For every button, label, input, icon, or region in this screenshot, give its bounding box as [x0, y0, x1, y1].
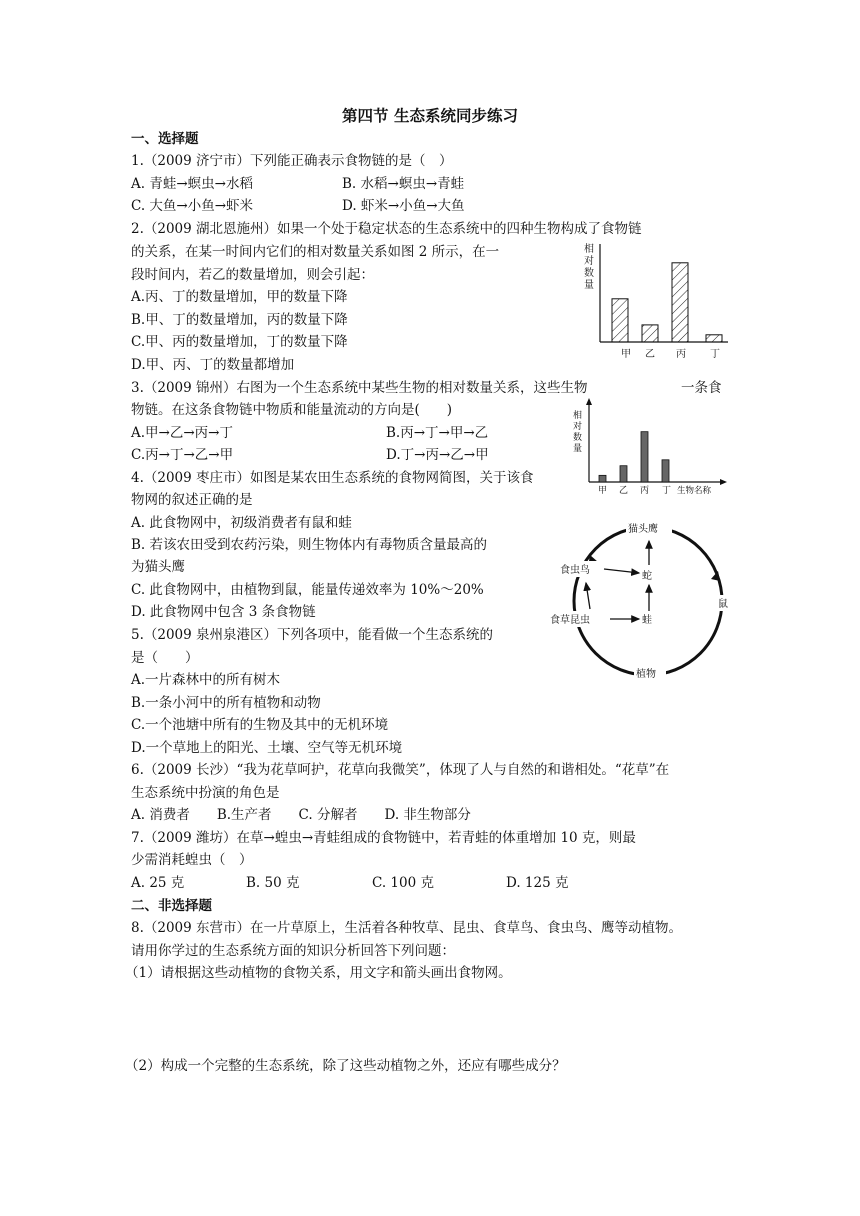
q3-option-b: B.丙→丁→甲→乙	[386, 425, 489, 441]
fig3-category-label: 甲	[598, 486, 608, 496]
fig2-ylabel-char: 数	[584, 268, 594, 279]
question-3-stem-line1-tail: 一条食	[681, 380, 722, 396]
fig3-ylabel-char: 量	[573, 444, 583, 454]
fig2-category-label: 乙	[645, 349, 655, 360]
q3-option-c: C.丙→丁→乙→甲	[131, 447, 234, 463]
q4-option-b-line2: 为猫头鹰	[131, 559, 185, 575]
q7-option-b: B. 50 克	[246, 875, 300, 891]
q5-option-a: A.一片森林中的所有树木	[131, 672, 281, 688]
q2-option-a: A.丙、丁的数量增加，甲的数量下降	[131, 289, 348, 305]
fig3-bar	[620, 466, 627, 482]
page-title: 第四节 生态系统同步练习	[342, 107, 518, 125]
q7-option-d: D. 125 克	[506, 875, 569, 891]
q1-option-a: A. 青蛙→螟虫→水稻	[131, 176, 253, 192]
q7-option-c: C. 100 克	[372, 875, 434, 891]
fig3-y-arrow	[586, 398, 592, 405]
label-plant: 植物	[636, 669, 656, 680]
q2-option-b: B.甲、丁的数量增加，丙的数量下降	[131, 312, 348, 328]
q4-option-a: A. 此食物网中，初级消费者有鼠和蛙	[131, 515, 352, 531]
q3-option-a: A.甲→乙→丙→丁	[131, 425, 233, 441]
q2-option-c: C.甲、丙的数量增加，丁的数量下降	[131, 334, 348, 350]
food-web-diagram	[548, 515, 748, 685]
label-insect-bird: 食虫鸟	[560, 565, 590, 576]
question-5-stem-line2: 是（ ）	[131, 650, 199, 666]
question-4-stem-line2: 物网的叙述正确的是	[131, 492, 253, 508]
section-heading-choice: 一、选择题	[131, 131, 199, 147]
q1-option-b: B. 水稻→螟虫→青蛙	[342, 176, 465, 192]
q4-option-c: C. 此食物网中，由植物到鼠，能量传递效率为 10%～20%	[131, 582, 484, 598]
fig3-x-axis-label: 生物名称	[677, 486, 712, 496]
q4-option-b-line1: B. 若该农田受到农药污染，则生物体内有毒物质含量最高的	[131, 537, 488, 553]
label-mouse: 鼠	[718, 599, 728, 610]
question-7-stem-line1: 7.（2009 潍坊）在草→蝗虫→青蛙组成的食物链中，若青蛙的体重增加 10 克，则最	[131, 830, 636, 846]
fig3-category-label: 乙	[619, 486, 629, 496]
fig2-bar	[706, 335, 722, 342]
fig2-bar	[672, 263, 688, 342]
question-2-stem-line1: 2.（2009 湖北恩施州）如果一个处于稳定状态的生态系统中的四种生物构成了食物链	[131, 221, 642, 237]
q6-options: A. 消费者 B.生产者 C. 分解者 D. 非生物部分	[131, 807, 471, 823]
q5-option-b: B.一条小河中的所有植物和动物	[131, 695, 321, 711]
label-snake: 蛇	[642, 571, 652, 582]
q1-option-c: C. 大鱼→小鱼→虾米	[131, 198, 254, 214]
question-6-stem-line2: 生态系统中扮演的角色是	[131, 785, 280, 801]
fig3-category-label: 丙	[640, 486, 650, 496]
fig2-ylabel-char: 相	[584, 244, 594, 255]
fig3-ylabel-char: 数	[573, 433, 583, 443]
section-heading-nonchoice: 二、非选择题	[131, 898, 212, 914]
question-1-stem: 1.（2009 济宁市）下列能正确表示食物链的是（ ）	[131, 153, 453, 169]
fig2-category-label: 丁	[710, 349, 720, 360]
figure-2-bar-chart	[578, 238, 738, 368]
fig2-bar	[642, 325, 658, 342]
q4-option-d: D. 此食物网中包含 3 条食物链	[131, 604, 316, 620]
fig3-ylabel-char: 相	[573, 411, 583, 421]
fig3-ylabel-char: 对	[573, 422, 583, 432]
fig3-bar	[662, 460, 669, 482]
arrow-insect-to-bird	[586, 583, 590, 609]
question-2-stem-line3: 段时间内，若乙的数量增加，则会引起：	[131, 267, 374, 283]
q5-option-d: D.一个草地上的阳光、土壤、空气等无机环境	[131, 740, 403, 756]
fig2-category-label: 丙	[676, 349, 686, 360]
fig2-category-label: 甲	[621, 349, 631, 360]
question-8-stem-line2: 请用你学过的生态系统方面的知识分析回答下列问题：	[131, 943, 455, 959]
q8-part-1: （1）请根据这些动植物的食物关系，用文字和箭头画出食物网。	[125, 965, 512, 981]
question-8-stem-line1: 8.（2009 东营市）在一片草原上，生活着各种牧草、昆虫、食草鸟、食虫鸟、鹰等动植物。	[131, 920, 683, 936]
question-2-stem-line2: 的关系，在某一时间内它们的相对数量关系如图 2 所示，在一	[131, 244, 500, 260]
fig3-bar	[599, 475, 606, 482]
q7-option-a: A. 25 克	[131, 875, 185, 891]
food-web-cycle-ring	[574, 527, 722, 675]
question-6-stem-line1: 6.（2009 长沙）“我为花草呵护，花草向我微笑”，体现了人与自然的和谐相处。“花草”在	[131, 762, 670, 778]
fig3-x-arrow	[720, 479, 727, 485]
question-7-stem-line2: 少需消耗蝗虫（ ）	[131, 852, 253, 868]
fig3-category-label: 丁	[662, 486, 672, 496]
arrow-bird-to-snake	[604, 569, 639, 573]
figure-3-bar-chart	[567, 398, 742, 498]
fig2-bar	[612, 299, 628, 342]
question-5-stem-line1: 5.（2009 泉州泉港区）下列各项中，能看做一个生态系统的	[131, 627, 494, 643]
q8-part-2: （2）构成一个完整的生态系统，除了这些动植物之外，还应有哪些成分？	[125, 1058, 566, 1074]
question-3-stem-line1: 3.（2009 锦州）右图为一个生态系统中某些生物的相对数量关系，这些生物	[131, 380, 588, 396]
label-owl: 猫头鹰	[628, 524, 658, 535]
label-herbivorous-insect: 食草昆虫	[550, 615, 590, 626]
q3-option-d: D.丁→丙→乙→甲	[386, 447, 489, 463]
q5-option-c: C.一个池塘中所有的生物及其中的无机环境	[131, 717, 389, 733]
label-frog: 蛙	[642, 615, 652, 626]
question-3-stem-line2: 物链。在这条食物链中物质和能量流动的方向是( )	[131, 402, 453, 418]
q1-option-d: D. 虾米→小鱼→大鱼	[342, 198, 465, 214]
fig2-ylabel-char: 量	[584, 280, 594, 291]
fig3-bar	[641, 432, 648, 482]
question-4-stem-line1: 4.（2009 枣庄市）如图是某农田生态系统的食物网简图，关于该食	[131, 470, 534, 486]
q2-option-d: D.甲、丙、丁的数量都增加	[131, 357, 295, 373]
fig2-ylabel-char: 对	[584, 256, 594, 267]
